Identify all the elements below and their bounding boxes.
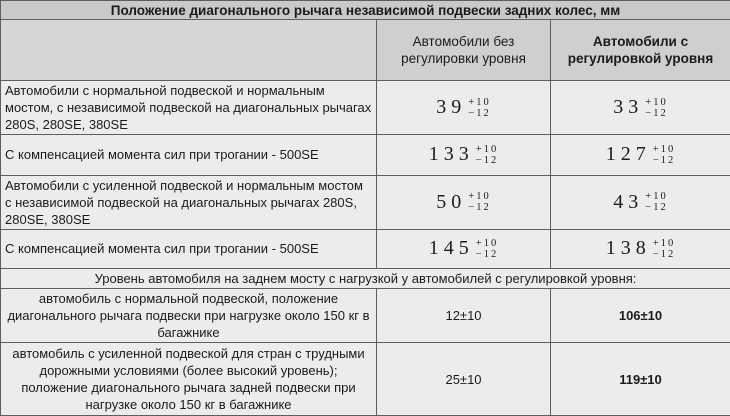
table-row [1,230,730,268]
header-empty-cell [1,20,377,81]
tolerance-plus: +10 [652,237,676,249]
row-description: автомобиль с усиленной подвеской для стран с трудными дорожными условиями (более высокий уровень); положение диагонального рычага задней подвески при нагрузке около 150 кг в багажнике [1,343,377,416]
value-without-level-control [377,80,551,135]
tolerance-minus: −12 [652,248,676,260]
header-row [1,20,730,81]
value-with-level-control [551,80,730,135]
tolerance-minus: −12 [652,154,676,166]
value-main: 145 [428,237,474,260]
tolerance-plus: +10 [468,96,491,108]
tolerance [468,191,490,213]
table-row [1,343,730,416]
row-description: С компенсацией момента сил при трогании - 500SE [1,230,377,268]
value-with-level-control [551,230,730,268]
value-with-level-control [551,175,730,230]
tolerance-plus: +10 [645,191,668,203]
tolerance [653,144,675,166]
value-main: 33 [613,96,644,118]
tolerance [653,238,675,260]
table-row [1,288,730,343]
value-without-level-control [377,135,551,175]
tolerance [476,144,498,166]
value-main: 133 [428,143,474,166]
value-with-level-control: 106±10 [551,288,730,343]
tolerance [645,191,667,213]
row-description: С компенсацией момента сил при трогании - 500SE [1,135,377,175]
header-without-level-control: Автомобили без регулировки уровня [377,20,551,81]
tolerance-minus: −12 [468,107,491,119]
tolerance-minus: −12 [475,154,499,166]
value-main: 50 [436,190,467,213]
value-without-level-control [377,230,551,268]
value-main: 127 [605,143,651,166]
tolerance [468,97,490,119]
section-title: Уровень автомобиля на заднем мосту с нагрузкой у автомобилей с регулировкой уровня: [1,268,730,288]
header-with-level-control: Автомобили с регулировкой уровня [551,20,730,81]
table-title: Положение диагонального рычага независимой подвески задних колес, мм [1,1,730,20]
value-main: 43 [613,190,644,213]
tolerance-plus: +10 [475,143,499,155]
row-description: автомобиль с нормальной подвеской, положение диагонального рычага подвески при нагрузке около 150 кг в багажнике [1,288,377,343]
table-row [1,80,730,135]
tolerance-plus: +10 [652,143,676,155]
tolerance-minus: −12 [468,202,491,214]
row-description: Автомобили с усиленной подвеской и нормальным мостом с независимой подвеской на диагональных рычагах 280S, 280SE, 380SE [1,175,377,230]
table-row [1,175,730,230]
value-without-level-control: 25±10 [377,343,551,416]
tolerance-minus: −12 [645,107,668,119]
value-with-level-control [551,135,730,175]
value-main: 138 [605,237,651,260]
tolerance-plus: +10 [468,191,491,203]
value-with-level-control: 119±10 [551,343,730,416]
title-row [1,1,730,20]
table-row [1,135,730,175]
section-row [1,268,730,288]
tolerance-minus: −12 [645,202,668,214]
value-without-level-control [377,175,551,230]
tolerance [645,97,667,119]
tolerance-plus: +10 [475,237,499,249]
tolerance [476,238,498,260]
value-main: 39 [436,96,467,118]
row-description: Автомобили с нормальной подвеской и нормальным мостом, с независимой подвеской на диагональных рычагах 280S, 280SE, 380SE [1,80,377,135]
tolerance-plus: +10 [645,96,668,108]
value-without-level-control: 12±10 [377,288,551,343]
tolerance-minus: −12 [475,248,499,260]
